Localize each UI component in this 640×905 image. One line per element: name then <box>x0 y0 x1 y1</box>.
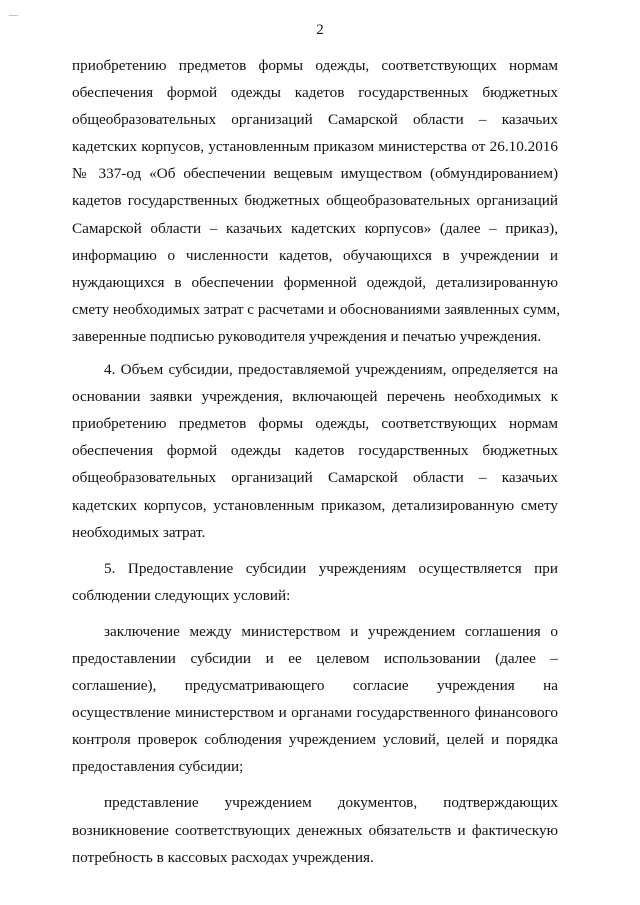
text-line: соблюдении следующих условий: <box>72 586 291 604</box>
text-line: нуждающихся в обеспечении форменной одеждой, детализированную <box>72 273 558 291</box>
text-line: предоставлении субсидии и ее целевом использовании (далее – <box>72 649 558 667</box>
text-line: основании заявки учреждения, включающей перечень необходимых к <box>72 388 558 406</box>
text-line: возникновение соответствующих денежных обязательств и фактическую <box>72 821 558 839</box>
text-line: представление учреждением документов, подтверждающих <box>104 794 558 812</box>
text-line: кадетских корпусов, установленным приказом, детализированную смету <box>72 496 558 514</box>
text-line: № 337-од «Об обеспечении вещевым имуществом (обмундированием) <box>72 165 558 183</box>
text-line: соглашение), предусматривающего согласие учреждения на <box>72 677 558 695</box>
text-line: приобретению предметов формы одежды, соответствующих нормам <box>72 57 558 74</box>
paragraph-condition-agreement <box>72 618 558 781</box>
text-line: обеспечения формой одежды кадетов государственных бюджетных <box>72 84 558 102</box>
page-number: 2 <box>316 22 324 38</box>
text-line: предоставления субсидии; <box>72 758 244 776</box>
text-line: заключение между министерством и учреждением соглашения о <box>104 622 558 640</box>
text-line: контроля проверок соблюдения учреждением условий, целей и порядка <box>72 731 558 749</box>
text-line: информацию о численности кадетов, обучающихся в учреждении и <box>72 246 558 264</box>
text-line: обеспечения формой одежды кадетов государственных бюджетных <box>72 442 558 460</box>
text-line: 5. Предоставление субсидии учреждениям осуществляется при <box>104 559 558 577</box>
text-line: 4. Объем субсидии, предоставляемой учреждениям, определяется на <box>104 361 558 379</box>
paragraph-continuation <box>72 52 561 350</box>
margin-mark: — <box>9 10 18 20</box>
text-line: приобретению предметов формы одежды, соответствующих нормам <box>72 415 558 433</box>
text-line: общеобразовательных организаций Самарской области – казачьих <box>72 469 558 487</box>
text-line: заверенные подписью руководителя учреждения и печатью учреждения. <box>72 327 542 345</box>
body-text <box>72 52 561 871</box>
text-line: общеобразовательных организаций Самарской области – казачьих <box>72 111 558 129</box>
text-line: смету необходимых затрат с расчетами и обоснованиями заявленных сумм, <box>72 300 561 318</box>
paragraph-item-4 <box>72 356 558 546</box>
text-line: осуществление министерством и органами государственного финансового <box>72 704 558 722</box>
text-line: потребность в кассовых расходах учреждения. <box>72 848 374 866</box>
text-line: кадетских корпусов, установленным приказом министерства от 26.10.2016 <box>72 138 558 156</box>
text-line: Самарской области – казачьих кадетских корпусов» (далее – приказ), <box>72 219 558 237</box>
paragraph-item-5 <box>72 555 558 609</box>
paragraph-condition-documents <box>72 789 558 870</box>
text-line: необходимых затрат. <box>72 523 206 541</box>
text-line: кадетов государственных бюджетных общеобразовательных организаций <box>72 192 558 210</box>
